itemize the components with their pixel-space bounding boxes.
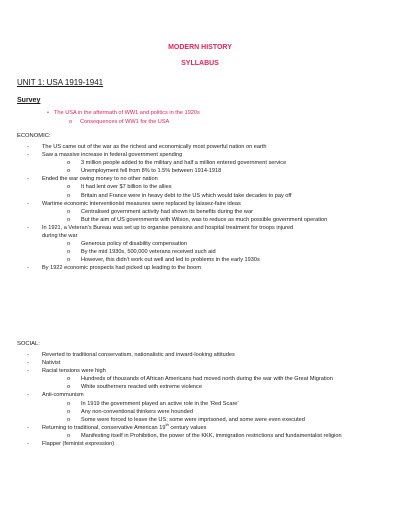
list-item [17, 367, 387, 375]
list-item-text: Nativist [42, 360, 61, 367]
survey-item-text: Consequences of WW1 for the USA [80, 119, 170, 125]
list-item-text: Ended the war owing money to no other nation [42, 176, 158, 183]
superscript-text: th [165, 421, 169, 427]
list-subitem [17, 375, 387, 383]
dash-marker: - [27, 441, 29, 448]
list-item-text: Saw a massive increase in federal government spending [42, 152, 183, 159]
list-item-text: Returning to traditional, conservative American 19 [42, 424, 166, 431]
circle-marker: o [67, 257, 71, 264]
list-item-text: Flapper (feminist expression) [42, 441, 115, 448]
list-item [17, 440, 387, 448]
circle-marker: o [67, 168, 71, 175]
list-item-text: Wartime economic interventionist measures were replaced by laissez-faire ideas [42, 200, 241, 207]
list-item-text-cont: century values [168, 424, 207, 431]
list-item [17, 391, 387, 399]
list-subitem-text: By the mid 1930s, 500,000 veterans received such aid [81, 249, 216, 256]
dash-marker: - [27, 392, 29, 399]
list-subitem [17, 208, 387, 216]
list-subitem [17, 432, 387, 440]
list-subitem-text: Unemployment fell from 8% to 1.5% between 1914-1918 [81, 168, 222, 175]
survey-heading: Survey [17, 97, 41, 104]
circle-marker: o [67, 216, 71, 223]
list-subitem [17, 192, 387, 200]
unit-title: UNIT 1: USA 1919-1941 [17, 78, 104, 87]
circle-marker: o [67, 192, 71, 199]
circle-marker: o [67, 184, 71, 191]
list-subitem-text: It had lent over $7 billion to the allies [81, 184, 172, 191]
list-subitem-text: In 1919 the government played an active role in the ‘Red Scare’ [81, 400, 239, 407]
list-subitem-text: Some were forced to leave the US; some were imprisoned, and some were even executed [81, 416, 305, 423]
list-item [17, 351, 387, 359]
list-item-text: The US came out of the war as the richest and economically most powerful nation on earth [42, 144, 267, 150]
social-heading: SOCIAL: [17, 341, 40, 347]
circle-marker: o [67, 432, 71, 439]
dash-marker: - [27, 176, 29, 183]
list-item-text: In 1921, a Veteran’s Bureau was set up to organise pensions and hospital treatment for troops injured [42, 224, 294, 231]
list-item-text: Anti-communism [42, 392, 84, 399]
list-subitem-text: 3 million people added to the military and half a million entered government service [81, 160, 287, 167]
circle-marker: o [67, 241, 71, 248]
list-item-text: Racial tensions were high [42, 368, 106, 375]
list-subitem-text: Any non-conventional thinkers were hounded [81, 408, 193, 415]
survey-subitem [17, 119, 200, 128]
dash-marker: - [27, 224, 29, 231]
list-item [17, 143, 387, 151]
dash-marker: - [27, 368, 29, 375]
document-subtitle: SYLLABUS [181, 60, 219, 67]
list-subitem [17, 416, 387, 424]
list-subitem [17, 240, 387, 248]
list-subitem [17, 256, 387, 264]
circle-marker: o [67, 384, 71, 391]
survey-item [17, 110, 200, 119]
list-subitem [17, 383, 387, 391]
list-subitem [17, 400, 387, 408]
list-subitem-text: Generous policy of disability compensation [81, 241, 188, 248]
dash-marker: - [27, 265, 29, 272]
document-title: MODERN HISTORY [168, 44, 232, 51]
economic-heading: ECONOMIC: [17, 133, 51, 139]
list-subitem-text: Britain and France were in heavy debt to the US which would take decades to pay off [81, 192, 292, 199]
dash-marker: - [27, 360, 29, 367]
circle-marker: o [67, 416, 71, 423]
list-subitem-text: Hundreds of thousands of African Americans had moved north during the war with the Great Migration [81, 376, 333, 383]
circle-marker: o [67, 408, 71, 415]
list-subitem [17, 248, 387, 256]
economic-list [17, 143, 387, 273]
list-item [17, 151, 387, 159]
list-subitem [17, 216, 387, 224]
circle-marker: o [67, 160, 71, 167]
list-subitem [17, 159, 387, 167]
list-subitem [17, 183, 387, 191]
survey-item-text: The USA in the aftermath of WW1 and politics in the 1920s [54, 110, 200, 116]
dash-marker: - [27, 152, 29, 159]
list-subitem-text: White southerners reacted with extreme violence [81, 384, 202, 391]
list-item [17, 421, 387, 432]
list-item [17, 264, 387, 272]
list-item-text: during the war [42, 233, 78, 240]
circle-marker: o [67, 249, 71, 256]
social-list [17, 351, 387, 448]
dash-marker: - [27, 352, 29, 358]
circle-marker: o [67, 376, 71, 383]
list-item-text: Reverted to traditional conservatism, nationalistic and inward-looking attitudes [42, 352, 235, 358]
circle-marker: o [67, 400, 71, 407]
list-item [17, 200, 387, 208]
list-item [17, 359, 387, 367]
list-subitem [17, 167, 387, 175]
circle-marker: o [67, 208, 71, 215]
bullet-marker: • [47, 110, 49, 116]
dash-marker: - [27, 200, 29, 207]
dash-marker: - [27, 144, 29, 150]
dash-marker: - [27, 424, 29, 431]
list-item-continuation [17, 232, 387, 240]
list-subitem-text: However, this didn’t work out well and led to problems in the early 1930s [81, 257, 260, 264]
list-item-text: By 1922 economic prospects had picked up leading to the boom [42, 265, 201, 272]
list-subitem-text: Centralised government activity had shown its benefits during the war [81, 208, 253, 215]
list-subitem-text: But the aim of US governments with Wilson, was to reduce as much possible government operation [81, 216, 328, 223]
list-subitem [17, 408, 387, 416]
list-item [17, 224, 387, 232]
survey-list [17, 110, 200, 128]
bullet-marker: o [69, 119, 73, 125]
list-item [17, 175, 387, 183]
list-subitem-text: Manifesting itself in Prohibition, the power of the KKK, immigration restrictions and fundamentalist religion [81, 432, 342, 439]
